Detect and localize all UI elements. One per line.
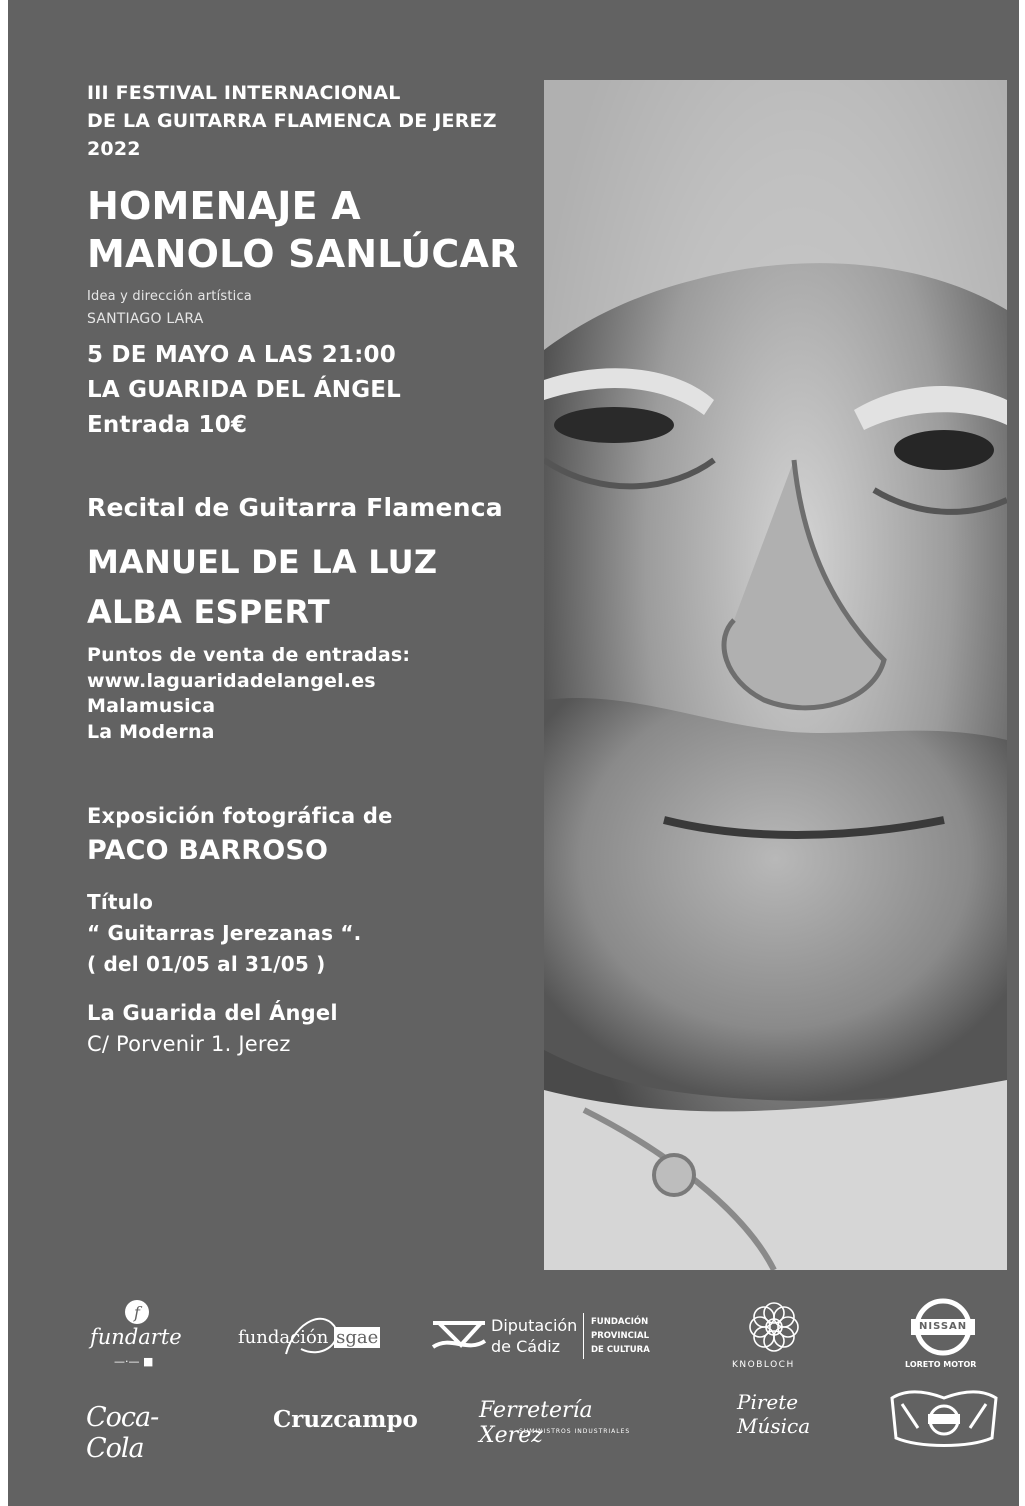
event-venue: LA GUARIDA DEL ÁNGEL [87, 377, 402, 403]
artist-1: MANUEL DE LA LUZ [87, 543, 438, 581]
homenaje-title [87, 182, 519, 278]
nissan-loreto-logo [903, 1297, 987, 1372]
homenaje-line-1: HOMENAJE A [87, 184, 361, 228]
event-date: 5 DE MAYO A LAS 21:00 [87, 342, 396, 368]
homenaje-line-2: MANOLO SANLÚCAR [87, 232, 519, 276]
event-details [87, 338, 401, 443]
diputacion-divider [583, 1313, 584, 1359]
crest-logo [888, 1388, 1003, 1458]
exhibition-title-block [87, 887, 361, 980]
festival-line-1: III FESTIVAL INTERNACIONAL [87, 82, 401, 104]
fundarte-logo [86, 1297, 186, 1372]
venue-address-block [87, 998, 338, 1060]
loreto-text: LORETO MOTOR [905, 1360, 977, 1369]
fundarte-icon [122, 1297, 152, 1327]
exhibition-title: “ Guitarras Jerezanas “. [87, 921, 362, 945]
exhibition-photographer: PACO BARROSO [87, 835, 329, 866]
diputacion-cadiz-logo [431, 1297, 671, 1372]
crest-emblem-icon [888, 1388, 1000, 1450]
exhibition-label: Exposición fotográfica de [87, 804, 393, 828]
ferreteria-xerez-logo [479, 1388, 659, 1458]
left-border [0, 0, 8, 1506]
festival-year: 2022 [87, 138, 141, 160]
knobloch-logo [730, 1297, 820, 1372]
cocacola-logo [86, 1388, 206, 1464]
knobloch-text: KNOBLOCH [732, 1360, 795, 1370]
ticket-outlets [87, 643, 410, 745]
ferreteria-text: Ferretería Xerez [479, 1398, 593, 1448]
venue-name: La Guarida del Ángel [87, 1001, 338, 1025]
direccion-label: Idea y dirección artística [87, 289, 252, 304]
knobloch-flower-icon [744, 1297, 804, 1357]
fundarte-sub-icon: —·— ■ [114, 1355, 154, 1368]
ticket-outlet-moderna: La Moderna [87, 720, 215, 743]
pirete-line-1: Pirete [737, 1390, 799, 1414]
venue-address: C/ Porvenir 1. Jerez [87, 1032, 291, 1056]
festival-line-2: DE LA GUITARRA FLAMENCA DE JEREZ [87, 110, 497, 132]
cruzcampo-text: Cruzcampo [273, 1406, 418, 1433]
portrait-photo [544, 80, 1007, 1270]
cocacola-text: Coca-Cola [86, 1402, 159, 1464]
cruzcampo-logo [273, 1388, 423, 1458]
svg-text:f: f [134, 1303, 140, 1322]
right-border [1019, 0, 1025, 1506]
pirete-line-2: Música [737, 1414, 811, 1438]
portrait-illustration [544, 80, 1007, 1270]
pirete-musica-logo [733, 1388, 823, 1458]
nissan-text: NISSAN [919, 1321, 968, 1332]
artist-2: ALBA ESPERT [87, 593, 330, 631]
ferreteria-subtext: SUMINISTROS INDUSTRIALES [519, 1428, 631, 1435]
ticket-outlet-malamusica: Malamusica [87, 695, 216, 717]
ticket-outlet-web: www.laguaridadelangel.es [87, 669, 376, 692]
fpc-line-1: FUNDACIÓN [591, 1317, 649, 1327]
ticket-outlets-label: Puntos de venta de entradas: [87, 644, 411, 666]
fpc-line-2: PROVINCIAL [591, 1331, 650, 1341]
fundacion-sgae-logo [236, 1297, 386, 1372]
artists [87, 537, 437, 637]
fundacion-text: fundación [238, 1327, 329, 1348]
fpc-line-3: DE CULTURA [591, 1345, 650, 1355]
exhibition-dates: ( del 01/05 al 31/05 ) [87, 952, 326, 976]
diputacion-line-2: de Cádiz [491, 1337, 561, 1356]
festival-heading [87, 79, 497, 163]
recital-title: Recital de Guitarra Flamenca [87, 493, 503, 522]
sgae-text: sgae [336, 1327, 379, 1348]
exhibition-title-label: Título [87, 890, 154, 914]
direccion-name: SANTIAGO LARA [87, 311, 204, 327]
event-price: Entrada 10€ [87, 412, 248, 438]
fundarte-text: fundarte [90, 1325, 182, 1349]
diputacion-emblem-icon [431, 1315, 487, 1355]
diputacion-line-1: Diputación [491, 1316, 578, 1335]
